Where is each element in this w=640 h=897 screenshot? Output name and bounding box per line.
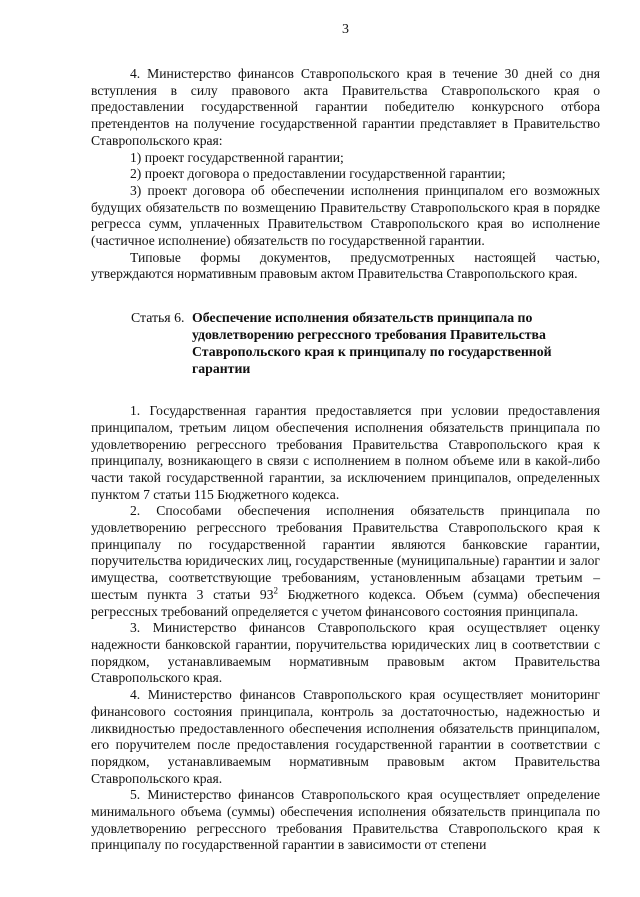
page-number: 3 — [342, 22, 349, 37]
list-item-3: 3) проект договора об обеспечении исполнения принципалом его возможных будущих обязательств по возмещению Правительству Ставропольского края в порядке регресса сумм, уплаченных Правительством Ставропольского края во исполнение (частичное исполнение) обязательств по государственной гарантии. — [91, 182, 600, 249]
paragraph-4: 4. Министерство финансов Ставропольского края осуществляет мониторинг финансового состояния принципала, контроль за достаточностью, надежностью и ликвидностью предоставленного обеспечения исполнения обязательств принципалом, его поручителем после предоставления государственной гарантии в соответствии с порядком, устанавливаемым нормативным правовым актом Правительства Ставропольского края. — [91, 687, 600, 786]
paragraph-forms: Типовые формы документов, предусмотренных настоящей частью, утверждаются нормативным правовым актом Правительства Ставропольского края. — [91, 249, 600, 282]
article-label: Статья 6. — [131, 310, 185, 326]
article-heading — [91, 309, 600, 377]
list-item-2: 2) проект договора о предоставлении государственной гарантии; — [130, 166, 506, 182]
list-item-1: 1) проект государственной гарантии; — [130, 149, 344, 165]
paragraph-2-part-a: 2. Способами обеспечения исполнения обязательств принципала по удовлетворению регрессного требования Правительства Ставропольского края к принципалу по государственной гарантии являются банковские гарантии, поручительства юридических лиц, государственные (муниципальные) гарантии и залог имущества, соответствующие требованиям, установленным абзацами третьим – шестым пункта 3 статьи 93 — [91, 503, 600, 602]
paragraph-3: 3. Министерство финансов Ставропольского края осуществляет оценку надежности банковской гарантии, поручительства юридических лиц в соответствии с порядком, устанавливаемым нормативным правовым актом Правительства Ставропольского края. — [91, 620, 600, 686]
paragraph-1: 1. Государственная гарантия предоставляется при условии предоставления принципалом, третьим лицом обеспечения исполнения обязательств принципала по удовлетворению регрессного требования Правительства Ставропольского края к принципалу, возникающего в связи с исполнением в полном объеме или в какой-либо части такой государственной гарантии, за исключением принципалов, определенных пунктом 7 статьи 115 Бюджетного кодекса. — [91, 403, 600, 502]
superscript: 2 — [273, 585, 279, 596]
paragraph-top-4: 4. Министерство финансов Ставропольского края в течение 30 дней со дня вступления в силу правового акта Правительства Ставропольского края о предоставлении государственной гарантии победителю конкурсного отбора претендентов на получение государственной гарантии представляет в Правительство Ставропольского края: — [91, 66, 600, 148]
paragraph-2 — [91, 503, 600, 620]
paragraph-5: 5. Министерство финансов Ставропольского края осуществляет определение минимального объема (суммы) обеспечения исполнения обязательств принципала по удовлетворению регрессного требования Правительства Ставропольского края к принципалу по государственной гарантии в зависимости от степени — [91, 787, 600, 853]
paragraph-2-part-b: Бюджетного кодекса. Объем (сумма) обеспечения регрессных требований определяется с учетом финансового состояния принципала. — [91, 586, 600, 619]
article-title: Обеспечение исполнения обязательств принципала по удовлетворению регрессного требования Правительства Ставропольского края к принципалу по государственной гарантии — [192, 310, 552, 377]
